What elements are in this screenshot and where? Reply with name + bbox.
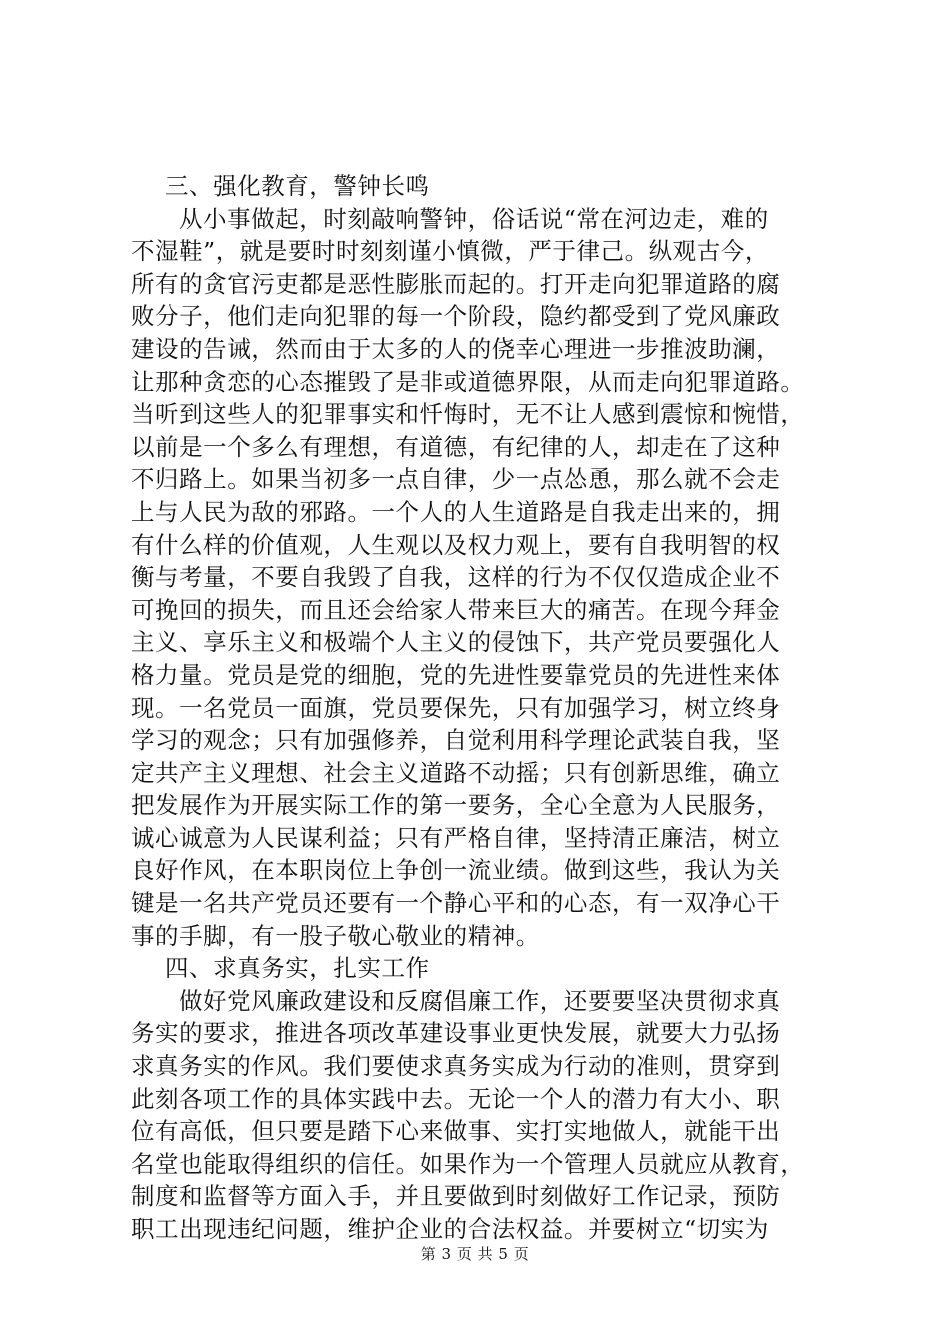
paragraph-line: 务实的要求，推进各项改革建设事业更快发展，就要大力弘扬 — [131, 1019, 781, 1048]
paragraph-line: 建设的告诫，然而由于太多的人的侥幸心理进一步推波助澜， — [131, 334, 781, 363]
paragraph-line: 可挽回的损失，而且还会给家人带来巨大的痛苦。在现今拜金 — [131, 595, 781, 624]
paragraph-line: 学习的观念；只有加强修养，自觉利用科学理论武装自我，坚 — [131, 726, 781, 755]
page-number-footer: 第 3 页 共 5 页 — [420, 1245, 530, 1263]
paragraph-line: 主义、享乐主义和极端个人主义的侵蚀下，共产党员要强化人 — [131, 628, 781, 657]
paragraph-line: 位有高低，但只要是踏下心来做事、实打实地做人，就能干出 — [131, 1117, 781, 1146]
paragraph-line: 名堂也能取得组织的信任。如果作为一个管理人员就应从教育， — [131, 1149, 805, 1178]
paragraph-line: 从小事做起，时刻敲响警钟，俗话说“常在河边走，难的 — [179, 204, 769, 233]
paragraph-line: 败分子，他们走向犯罪的每一个阶段，隐约都受到了党风廉政 — [131, 302, 781, 331]
paragraph-line: 让那种贪恋的心态摧毁了是非或道德界限，从而走向犯罪道路。 — [131, 367, 805, 396]
paragraph-line: 求真务实的作风。我们要使求真务实成为行动的准则，贯穿到 — [131, 1052, 781, 1081]
paragraph-line: 诚心诚意为人民谋利益；只有严格自律，坚持清正廉洁，树立 — [131, 823, 781, 852]
paragraph-line: 良好作风，在本职岗位上争创一流业绩。做到这些，我认为关 — [131, 856, 781, 885]
paragraph-line: 所有的贪官污吏都是恶性膨胀而起的。打开走向犯罪道路的腐 — [131, 269, 781, 298]
paragraph-line: 此刻各项工作的具体实践中去。无论一个人的潜力有大小、职 — [131, 1084, 781, 1113]
paragraph-line: 事的手脚，有一股子敬心敬业的精神。 — [131, 921, 540, 950]
paragraph-line: 制度和监督等方面入手，并且要做到时刻做好工作记录，预防 — [131, 1182, 781, 1211]
paragraph-line: 把发展作为开展实际工作的第一要务，全心全意为人民服务， — [131, 791, 781, 820]
paragraph-line: 以前是一个多么有理想，有道德，有纪律的人，却走在了这种 — [131, 432, 781, 461]
paragraph-line: 键是一名共产党员还要有一个静心平和的心态，有一双净心干 — [131, 889, 781, 918]
paragraph-line: 格力量。党员是党的细胞，党的先进性要靠党员的先进性来体 — [131, 660, 781, 689]
paragraph-line: 当听到这些人的犯罪事实和忏悔时，无不让人感到震惊和惋惜， — [131, 400, 805, 429]
paragraph-line: 职工出现违纪问题，维护企业的合法权益。并要树立“切实为 — [131, 1215, 769, 1243]
paragraph-line: 上与人民为敌的邪路。一个人的人生道路是自我走出来的，拥 — [131, 497, 781, 526]
paragraph-line: 有什么样的价值观，人生观以及权力观上，要有自我明智的权 — [131, 530, 781, 559]
paragraph-line: 不归路上。如果当初多一点自律，少一点怂恿，那么就不会走 — [131, 465, 781, 494]
section-heading-3: 三、强化教育，警钟长鸣 — [165, 172, 430, 200]
paragraph-line: 做好党风廉政建设和反腐倡廉工作，还要要坚决贯彻求真 — [179, 986, 781, 1015]
paragraph-line: 定共产主义理想、社会主义道路不动摇；只有创新思维，确立 — [131, 758, 781, 787]
paragraph-line: 不湿鞋”，就是要时时刻刻谨小慎微，严于律己。纵观古今， — [131, 237, 769, 266]
section-heading-4: 四、求真务实，扎实工作 — [165, 954, 430, 983]
document-body — [131, 170, 831, 1246]
paragraph-line: 现。一名党员一面旗，党员要保先，只有加强学习，树立终身 — [131, 693, 781, 722]
paragraph-line: 衡与考量，不要自我毁了自我，这样的行为不仅仅造成企业不 — [131, 563, 781, 592]
